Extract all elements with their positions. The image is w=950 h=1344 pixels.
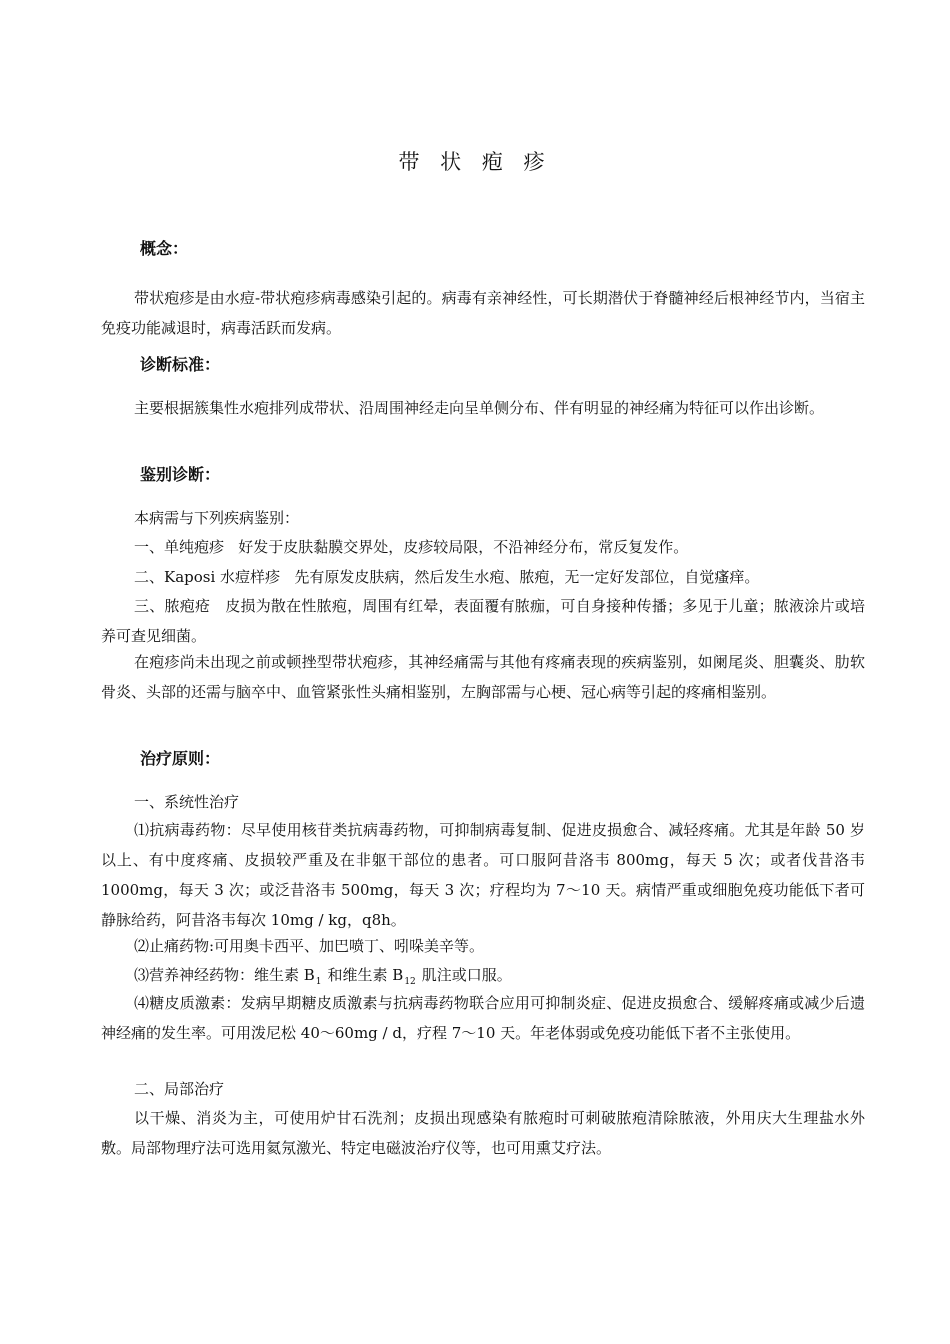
differential-heading: 鉴别诊断： [140, 465, 221, 484]
nutrition-subscript-1: 1 [315, 977, 322, 987]
page-title: 带 状 疱 疹 [398, 150, 552, 174]
nutrition-text-c: 肌注或口服。 [421, 966, 512, 984]
nutrition-text-b: 和维生素 B [327, 966, 404, 984]
differential-item-kaposi: 二、Kaposi 水痘样疹 先有原发皮肤病，然后发生水疱、脓疱，无一定好发部位，自觉瘙痒。 [134, 568, 760, 586]
differential-intro: 本病需与下列疾病鉴别： [134, 509, 300, 527]
systemic-treatment-heading: 一、系统性治疗 [134, 793, 240, 811]
antiviral-paragraph: ⑴抗病毒药物：尽早使用核苷类抗病毒药物，可抑制病毒复制、促进皮损愈合、减轻疼痛。尤其是年龄 50 岁以上、有中度疼痛、皮损较严重及在非躯干部位的患者。可口服阿昔洛韦 800mg，每天 5 次；或者伐昔洛韦 1000mg，每天 3 次；或泛昔洛韦 500mg，每天 3 次；疗程均为 7～10 天。病情严重或细胞免疫功能低下者可静脉给药，阿昔洛韦每次 10mg / kg，q8h。 [101, 821, 865, 929]
concept-paragraph: 带状疱疹是由水痘-带状疱疹病毒感染引起的。病毒有亲神经性，可长期潜伏于脊髓神经后根神经节内，当宿主免疫功能减退时，病毒活跃而发病。 [101, 289, 865, 337]
differential-item-impetigo: 三、脓疱疮 皮损为散在性脓疱，周围有红晕，表面覆有脓痂，可自身接种传播；多见于儿童；脓液涂片或培养可查见细菌。 [101, 597, 865, 645]
diagnosis-paragraph: 主要根据簇集性水疱排列成带状、沿周围神经走向呈单侧分布、伴有明显的神经痛为特征可以作出诊断。 [134, 399, 825, 417]
diagnosis-heading: 诊断标准： [140, 355, 221, 374]
concept-heading: 概念： [140, 239, 189, 258]
nutrition-text-a: ⑶营养神经药物：维生素 B [134, 966, 315, 984]
local-treatment-paragraph: 以干燥、消炎为主，可使用炉甘石洗剂；皮损出现感染有脓疱时可刺破脓疱清除脓液，外用庆大生理盐水外敷。局部物理疗法可选用氦氖激光、特定电磁波治疗仪等，也可用熏艾疗法。 [101, 1109, 865, 1157]
differential-item-herpes-simplex: 一、单纯疱疹 好发于皮肤黏膜交界处，皮疹较局限，不沿神经分布，常反复发作。 [134, 538, 689, 556]
nutrition-subscript-12: 12 [404, 977, 416, 987]
differential-note: 在疱疹尚未出现之前或顿挫型带状疱疹，其神经痛需与其他有疼痛表现的疾病鉴别，如阑尾炎、胆囊炎、肋软骨炎、头部的还需与脑卒中、血管紧张性头痛相鉴别，左胸部需与心梗、冠心病等引起的疼痛相鉴别。 [101, 653, 865, 701]
steroid-paragraph: ⑷糖皮质激素：发病早期糖皮质激素与抗病毒药物联合应用可抑制炎症、促进皮损愈合、缓解疼痛或减少后遗神经痛的发生率。可用泼尼松 40～60mg / d，疗程 7～10 天。年老体弱或免疫功能低下者不主张使用。 [101, 994, 865, 1042]
treatment-heading: 治疗原则： [140, 749, 221, 768]
local-treatment-heading: 二、局部治疗 [134, 1080, 225, 1098]
analgesic-paragraph: ⑵止痛药物:可用奥卡西平、加巴喷丁、吲哚美辛等。 [134, 937, 485, 955]
